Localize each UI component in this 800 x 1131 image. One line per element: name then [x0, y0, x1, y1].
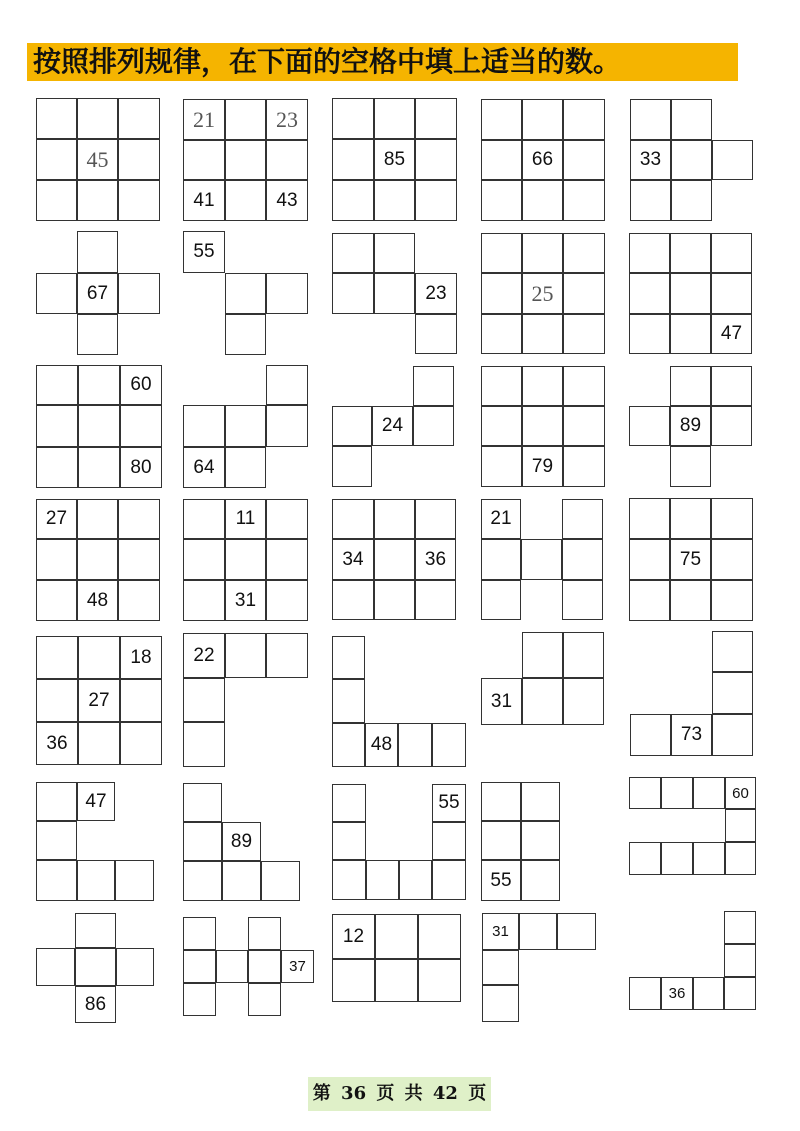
blank-cell[interactable] — [522, 678, 563, 725]
number-cell: 31 — [481, 678, 522, 725]
number-cell: 55 — [183, 231, 225, 273]
blank-cell[interactable] — [481, 821, 521, 860]
blank-cell[interactable] — [366, 860, 399, 900]
number-cell: 85 — [374, 139, 415, 180]
blank-cell[interactable] — [693, 977, 724, 1010]
blank-cell[interactable] — [670, 580, 711, 621]
number-cell: 24 — [372, 406, 413, 446]
blank-cell[interactable] — [77, 860, 115, 901]
blank-cell[interactable] — [630, 714, 671, 756]
blank-cell[interactable] — [75, 948, 116, 986]
blank-cell[interactable] — [183, 950, 216, 983]
blank-cell[interactable] — [266, 580, 308, 621]
number-cell: 47 — [711, 314, 752, 354]
blank-cell[interactable] — [118, 499, 160, 539]
number-cell: 11 — [225, 499, 266, 539]
blank-cell[interactable] — [724, 911, 756, 944]
blank-cell[interactable] — [266, 405, 308, 447]
blank-cell[interactable] — [522, 406, 563, 446]
blank-cell[interactable] — [248, 983, 281, 1016]
blank-cell[interactable] — [661, 777, 693, 809]
blank-cell[interactable] — [482, 985, 519, 1022]
blank-cell[interactable] — [225, 633, 266, 678]
blank-cell[interactable] — [36, 679, 78, 722]
number-cell: 64 — [183, 447, 225, 488]
blank-cell[interactable] — [36, 948, 75, 986]
blank-cell[interactable] — [415, 499, 456, 539]
blank-cell[interactable] — [183, 783, 222, 822]
number-cell: 34 — [332, 539, 374, 580]
blank-cell[interactable] — [75, 913, 116, 948]
blank-cell[interactable] — [116, 948, 154, 986]
blank-cell[interactable] — [563, 233, 605, 273]
blank-cell[interactable] — [36, 860, 77, 901]
blank-cell[interactable] — [118, 539, 160, 580]
blank-cell[interactable] — [670, 314, 711, 354]
blank-cell[interactable] — [629, 580, 670, 621]
blank-cell[interactable] — [670, 233, 711, 273]
number-cell: 45 — [77, 139, 118, 180]
blank-cell[interactable] — [120, 405, 162, 447]
blank-cell[interactable] — [519, 913, 557, 950]
blank-cell[interactable] — [481, 273, 522, 314]
blank-cell[interactable] — [712, 631, 753, 672]
blank-cell[interactable] — [413, 406, 454, 446]
blank-cell[interactable] — [521, 860, 560, 901]
blank-cell[interactable] — [711, 498, 753, 539]
blank-cell[interactable] — [77, 180, 118, 221]
blank-cell[interactable] — [521, 821, 560, 860]
blank-cell[interactable] — [661, 842, 693, 875]
number-cell: 23 — [266, 99, 308, 140]
blank-cell[interactable] — [725, 842, 756, 875]
number-cell: 22 — [183, 633, 225, 678]
blank-cell[interactable] — [629, 273, 670, 314]
blank-cell[interactable] — [332, 233, 374, 273]
blank-cell[interactable] — [332, 636, 365, 679]
blank-cell[interactable] — [711, 273, 752, 314]
blank-cell[interactable] — [225, 314, 266, 355]
blank-cell[interactable] — [671, 99, 712, 140]
number-cell: 80 — [120, 447, 162, 488]
number-cell: 36 — [661, 977, 693, 1010]
blank-cell[interactable] — [629, 539, 670, 580]
blank-cell[interactable] — [481, 314, 522, 354]
blank-cell[interactable] — [562, 580, 603, 620]
blank-cell[interactable] — [183, 822, 222, 861]
blank-cell[interactable] — [712, 714, 753, 756]
number-cell: 60 — [725, 777, 756, 809]
blank-cell[interactable] — [522, 180, 563, 221]
blank-cell[interactable] — [522, 366, 563, 406]
blank-cell[interactable] — [522, 314, 563, 354]
number-cell: 47 — [77, 782, 115, 821]
number-cell: 55 — [432, 784, 466, 822]
blank-cell[interactable] — [115, 860, 154, 901]
blank-cell[interactable] — [557, 913, 596, 950]
number-cell: 66 — [522, 140, 563, 180]
blank-cell[interactable] — [481, 539, 521, 580]
blank-cell[interactable] — [481, 99, 522, 140]
blank-cell[interactable] — [266, 539, 308, 580]
number-cell: 27 — [78, 679, 120, 722]
blank-cell[interactable] — [332, 446, 372, 487]
blank-cell[interactable] — [398, 723, 432, 767]
blank-cell[interactable] — [415, 580, 456, 620]
blank-cell[interactable] — [693, 842, 725, 875]
blank-cell[interactable] — [374, 233, 415, 273]
number-cell: 12 — [332, 914, 375, 959]
blank-cell[interactable] — [711, 580, 753, 621]
blank-cell[interactable] — [630, 180, 671, 221]
blank-cell[interactable] — [183, 678, 225, 722]
number-cell: 86 — [75, 986, 116, 1023]
blank-cell[interactable] — [670, 366, 711, 406]
blank-cell[interactable] — [562, 539, 603, 580]
blank-cell[interactable] — [413, 366, 454, 406]
number-cell: 27 — [36, 499, 77, 539]
blank-cell[interactable] — [629, 314, 670, 354]
blank-cell[interactable] — [711, 366, 752, 406]
blank-cell[interactable] — [332, 959, 375, 1002]
blank-cell[interactable] — [481, 140, 522, 180]
blank-cell[interactable] — [374, 499, 415, 539]
number-cell: 37 — [281, 950, 314, 983]
blank-cell[interactable] — [374, 180, 415, 221]
blank-cell[interactable] — [481, 180, 522, 221]
blank-cell[interactable] — [78, 636, 120, 679]
blank-cell[interactable] — [521, 539, 562, 580]
blank-cell[interactable] — [332, 580, 374, 620]
blank-cell[interactable] — [248, 917, 281, 950]
blank-cell[interactable] — [482, 950, 519, 985]
number-cell: 48 — [77, 580, 118, 621]
number-cell: 23 — [415, 273, 457, 314]
blank-cell[interactable] — [418, 914, 461, 959]
blank-cell[interactable] — [522, 632, 563, 678]
blank-cell[interactable] — [183, 140, 225, 180]
blank-cell[interactable] — [332, 406, 372, 446]
blank-cell[interactable] — [183, 861, 222, 901]
blank-cell[interactable] — [629, 842, 661, 875]
blank-cell[interactable] — [415, 314, 457, 354]
blank-cell[interactable] — [521, 782, 560, 821]
blank-cell[interactable] — [629, 233, 670, 273]
blank-cell[interactable] — [332, 860, 366, 900]
blank-cell[interactable] — [670, 446, 711, 487]
blank-cell[interactable] — [77, 539, 118, 580]
blank-cell[interactable] — [563, 180, 605, 221]
blank-cell[interactable] — [711, 233, 752, 273]
blank-cell[interactable] — [724, 944, 756, 977]
blank-cell[interactable] — [332, 822, 366, 860]
blank-cell[interactable] — [712, 672, 753, 714]
blank-cell[interactable] — [415, 139, 457, 180]
blank-cell[interactable] — [563, 273, 605, 314]
blank-cell[interactable] — [225, 273, 266, 314]
blank-cell[interactable] — [671, 180, 712, 221]
blank-cell[interactable] — [724, 977, 756, 1010]
number-cell: 75 — [670, 539, 711, 580]
blank-cell[interactable] — [432, 860, 466, 900]
number-cell: 89 — [222, 822, 261, 861]
blank-cell[interactable] — [120, 722, 162, 765]
blank-cell[interactable] — [374, 580, 415, 620]
blank-cell[interactable] — [36, 539, 77, 580]
blank-cell[interactable] — [563, 140, 605, 180]
blank-cell[interactable] — [332, 139, 374, 180]
number-cell: 55 — [481, 860, 521, 901]
number-cell: 36 — [36, 722, 78, 765]
blank-cell[interactable] — [481, 233, 522, 273]
blank-cell[interactable] — [225, 180, 266, 221]
blank-cell[interactable] — [118, 98, 160, 139]
blank-cell[interactable] — [118, 180, 160, 221]
blank-cell[interactable] — [725, 809, 756, 842]
number-cell: 73 — [671, 714, 712, 756]
blank-cell[interactable] — [522, 233, 563, 273]
blank-cell[interactable] — [183, 722, 225, 767]
blank-cell[interactable] — [36, 180, 77, 221]
blank-cell[interactable] — [183, 917, 216, 950]
blank-cell[interactable] — [36, 139, 77, 180]
page-footer: 第 36 页 共 42 页 — [308, 1077, 491, 1111]
blank-cell[interactable] — [36, 782, 77, 821]
blank-cell[interactable] — [118, 580, 160, 621]
blank-cell[interactable] — [563, 632, 604, 678]
blank-cell[interactable] — [261, 861, 300, 901]
blank-cell[interactable] — [332, 98, 374, 139]
blank-cell[interactable] — [36, 447, 78, 488]
blank-cell[interactable] — [563, 99, 605, 140]
blank-cell[interactable] — [266, 273, 308, 314]
blank-cell[interactable] — [629, 777, 661, 809]
blank-cell[interactable] — [563, 446, 605, 487]
number-cell: 33 — [630, 140, 671, 180]
number-cell: 31 — [225, 580, 266, 621]
number-cell: 18 — [120, 636, 162, 679]
number-cell: 43 — [266, 180, 308, 221]
blank-cell[interactable] — [36, 821, 77, 860]
blank-cell[interactable] — [415, 180, 457, 221]
blank-cell[interactable] — [563, 678, 604, 725]
blank-cell[interactable] — [36, 405, 78, 447]
blank-cell[interactable] — [266, 633, 308, 678]
number-cell: 89 — [670, 406, 711, 446]
blank-cell[interactable] — [693, 777, 725, 809]
blank-cell[interactable] — [415, 98, 457, 139]
blank-cell[interactable] — [671, 140, 712, 180]
blank-cell[interactable] — [374, 273, 415, 314]
blank-cell[interactable] — [78, 365, 120, 405]
blank-cell[interactable] — [36, 636, 78, 679]
blank-cell[interactable] — [78, 722, 120, 765]
blank-cell[interactable] — [629, 977, 661, 1010]
blank-cell[interactable] — [248, 950, 281, 983]
blank-cell[interactable] — [36, 365, 78, 405]
blank-cell[interactable] — [118, 273, 160, 314]
blank-cell[interactable] — [183, 983, 216, 1016]
blank-cell[interactable] — [481, 406, 522, 446]
blank-cell[interactable] — [332, 723, 365, 767]
blank-cell[interactable] — [216, 950, 248, 983]
blank-cell[interactable] — [432, 822, 466, 860]
blank-cell[interactable] — [563, 314, 605, 354]
blank-cell[interactable] — [266, 499, 308, 539]
blank-cell[interactable] — [374, 98, 415, 139]
blank-cell[interactable] — [522, 99, 563, 140]
number-cell: 41 — [183, 180, 225, 221]
blank-cell[interactable] — [332, 784, 366, 822]
number-cell: 25 — [522, 273, 563, 314]
number-cell: 21 — [183, 99, 225, 140]
blank-cell[interactable] — [225, 99, 266, 140]
blank-cell[interactable] — [225, 140, 266, 180]
blank-cell[interactable] — [78, 405, 120, 447]
blank-cell[interactable] — [222, 861, 261, 901]
blank-cell[interactable] — [563, 406, 605, 446]
blank-cell[interactable] — [183, 580, 225, 621]
blank-cell[interactable] — [374, 539, 415, 580]
blank-cell[interactable] — [375, 959, 418, 1002]
number-cell: 31 — [482, 913, 519, 950]
blank-cell[interactable] — [332, 273, 374, 314]
blank-cell[interactable] — [36, 580, 77, 621]
number-cell: 67 — [77, 273, 118, 314]
blank-cell[interactable] — [712, 140, 753, 180]
blank-cell[interactable] — [118, 139, 160, 180]
blank-cell[interactable] — [711, 539, 753, 580]
blank-cell[interactable] — [481, 782, 521, 821]
blank-cell[interactable] — [399, 860, 432, 900]
blank-cell[interactable] — [332, 180, 374, 221]
blank-cell[interactable] — [432, 723, 466, 767]
blank-cell[interactable] — [711, 406, 752, 446]
blank-cell[interactable] — [183, 405, 225, 447]
blank-cell[interactable] — [225, 405, 266, 447]
number-cell: 36 — [415, 539, 456, 580]
blank-cell[interactable] — [375, 914, 418, 959]
blank-cell[interactable] — [183, 499, 225, 539]
blank-cell[interactable] — [481, 446, 522, 487]
blank-cell[interactable] — [481, 580, 521, 620]
blank-cell[interactable] — [670, 273, 711, 314]
blank-cell[interactable] — [225, 539, 266, 580]
blank-cell[interactable] — [481, 366, 522, 406]
blank-cell[interactable] — [332, 679, 365, 723]
blank-cell[interactable] — [629, 406, 670, 446]
blank-cell[interactable] — [78, 447, 120, 488]
blank-cell[interactable] — [77, 231, 118, 273]
blank-cell[interactable] — [77, 499, 118, 539]
number-cell: 48 — [365, 723, 398, 767]
blank-cell[interactable] — [77, 98, 118, 139]
blank-cell[interactable] — [183, 539, 225, 580]
blank-cell[interactable] — [332, 499, 374, 539]
blank-cell[interactable] — [120, 679, 162, 722]
blank-cell[interactable] — [36, 273, 77, 314]
page-title: 按照排列规律，在下面的空格中填上适当的数。 — [27, 43, 738, 81]
blank-cell[interactable] — [225, 447, 266, 488]
blank-cell[interactable] — [630, 99, 671, 140]
blank-cell[interactable] — [418, 959, 461, 1002]
blank-cell[interactable] — [36, 98, 77, 139]
blank-cell[interactable] — [266, 140, 308, 180]
blank-cell[interactable] — [563, 366, 605, 406]
blank-cell[interactable] — [266, 365, 308, 405]
blank-cell[interactable] — [562, 499, 603, 539]
number-cell: 21 — [481, 499, 521, 539]
blank-cell[interactable] — [670, 498, 711, 539]
number-cell: 79 — [522, 446, 563, 487]
blank-cell[interactable] — [77, 314, 118, 355]
blank-cell[interactable] — [629, 498, 670, 539]
number-cell: 60 — [120, 365, 162, 405]
